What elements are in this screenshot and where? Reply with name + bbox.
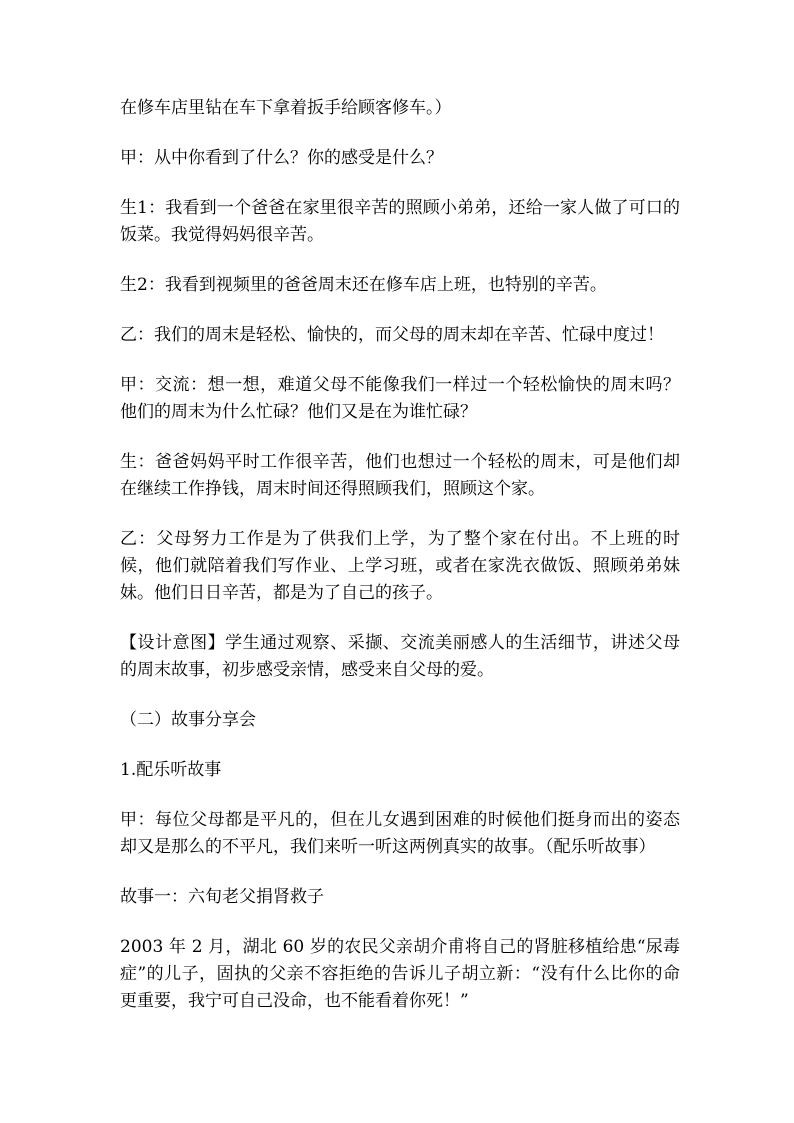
section-heading: （二）故事分享会 — [120, 710, 256, 730]
paragraph-continuation: 在修车店里钻在车下拿着扳手给顾客修车。） — [120, 98, 452, 118]
subsection-heading: 1.配乐听故事 — [120, 760, 222, 780]
paragraph-story-body: 2003 年 2 月，湖北 60 岁的农民父亲胡介甫将自己的肾脏移植给患“尿毒症”的儿子，固执的父亲不容拒绝的告诉儿子胡立新：“没有什么比你的命更重要，我宁可自己没命，也不能看着你死！” — [120, 937, 680, 1011]
document-page — [120, 95, 680, 1038]
paragraph-student-1: 生1：我看到一个爸爸在家里很辛苦的照顾小弟弟，还给一家人做了可口的饭菜。我觉得妈妈很辛苦。 — [120, 198, 680, 245]
paragraph-host-b-summary: 乙：我们的周末是轻松、愉快的，而父母的周末却在辛苦、忙碌中度过！ — [120, 325, 664, 345]
paragraph-story-intro: 甲：每位父母都是平凡的，但在儿女遇到困难的时候他们挺身而出的姿态却又是那么的不平凡，我们来听一听这两例真实的故事。（配乐听故事） — [120, 810, 680, 857]
paragraph-teacher-question: 甲：从中你看到了什么？你的感受是什么？ — [120, 148, 443, 168]
story-title: 故事一：六旬老父捐肾救子 — [120, 887, 324, 907]
paragraph-student-answer: 生：爸爸妈妈平时工作很辛苦，他们也想过一个轻松的周末，可是他们却在继续工作挣钱，周末时间还得照顾我们，照顾这个家。 — [120, 452, 680, 499]
paragraph-host-b-explanation: 乙：父母努力工作是为了供我们上学，为了整个家在付出。不上班的时候，他们就陪着我们写作业、上学习班，或者在家洗衣做饭、照顾弟弟妹妹。他们日日辛苦，都是为了自己的孩子。 — [120, 529, 680, 603]
paragraph-discussion-prompt: 甲：交流：想一想，难道父母不能像我们一样过一个轻松愉快的周末吗？他们的周末为什么忙碌？他们又是在为谁忙碌？ — [120, 375, 680, 422]
paragraph-design-intent: 【设计意图】学生通过观察、采撷、交流美丽感人的生活细节，讲述父母的周末故事，初步感受亲情，感受来自父母的爱。 — [120, 633, 680, 680]
paragraph-student-2: 生2：我看到视频里的爸爸周末还在修车店上班，也特别的辛苦。 — [120, 275, 607, 295]
